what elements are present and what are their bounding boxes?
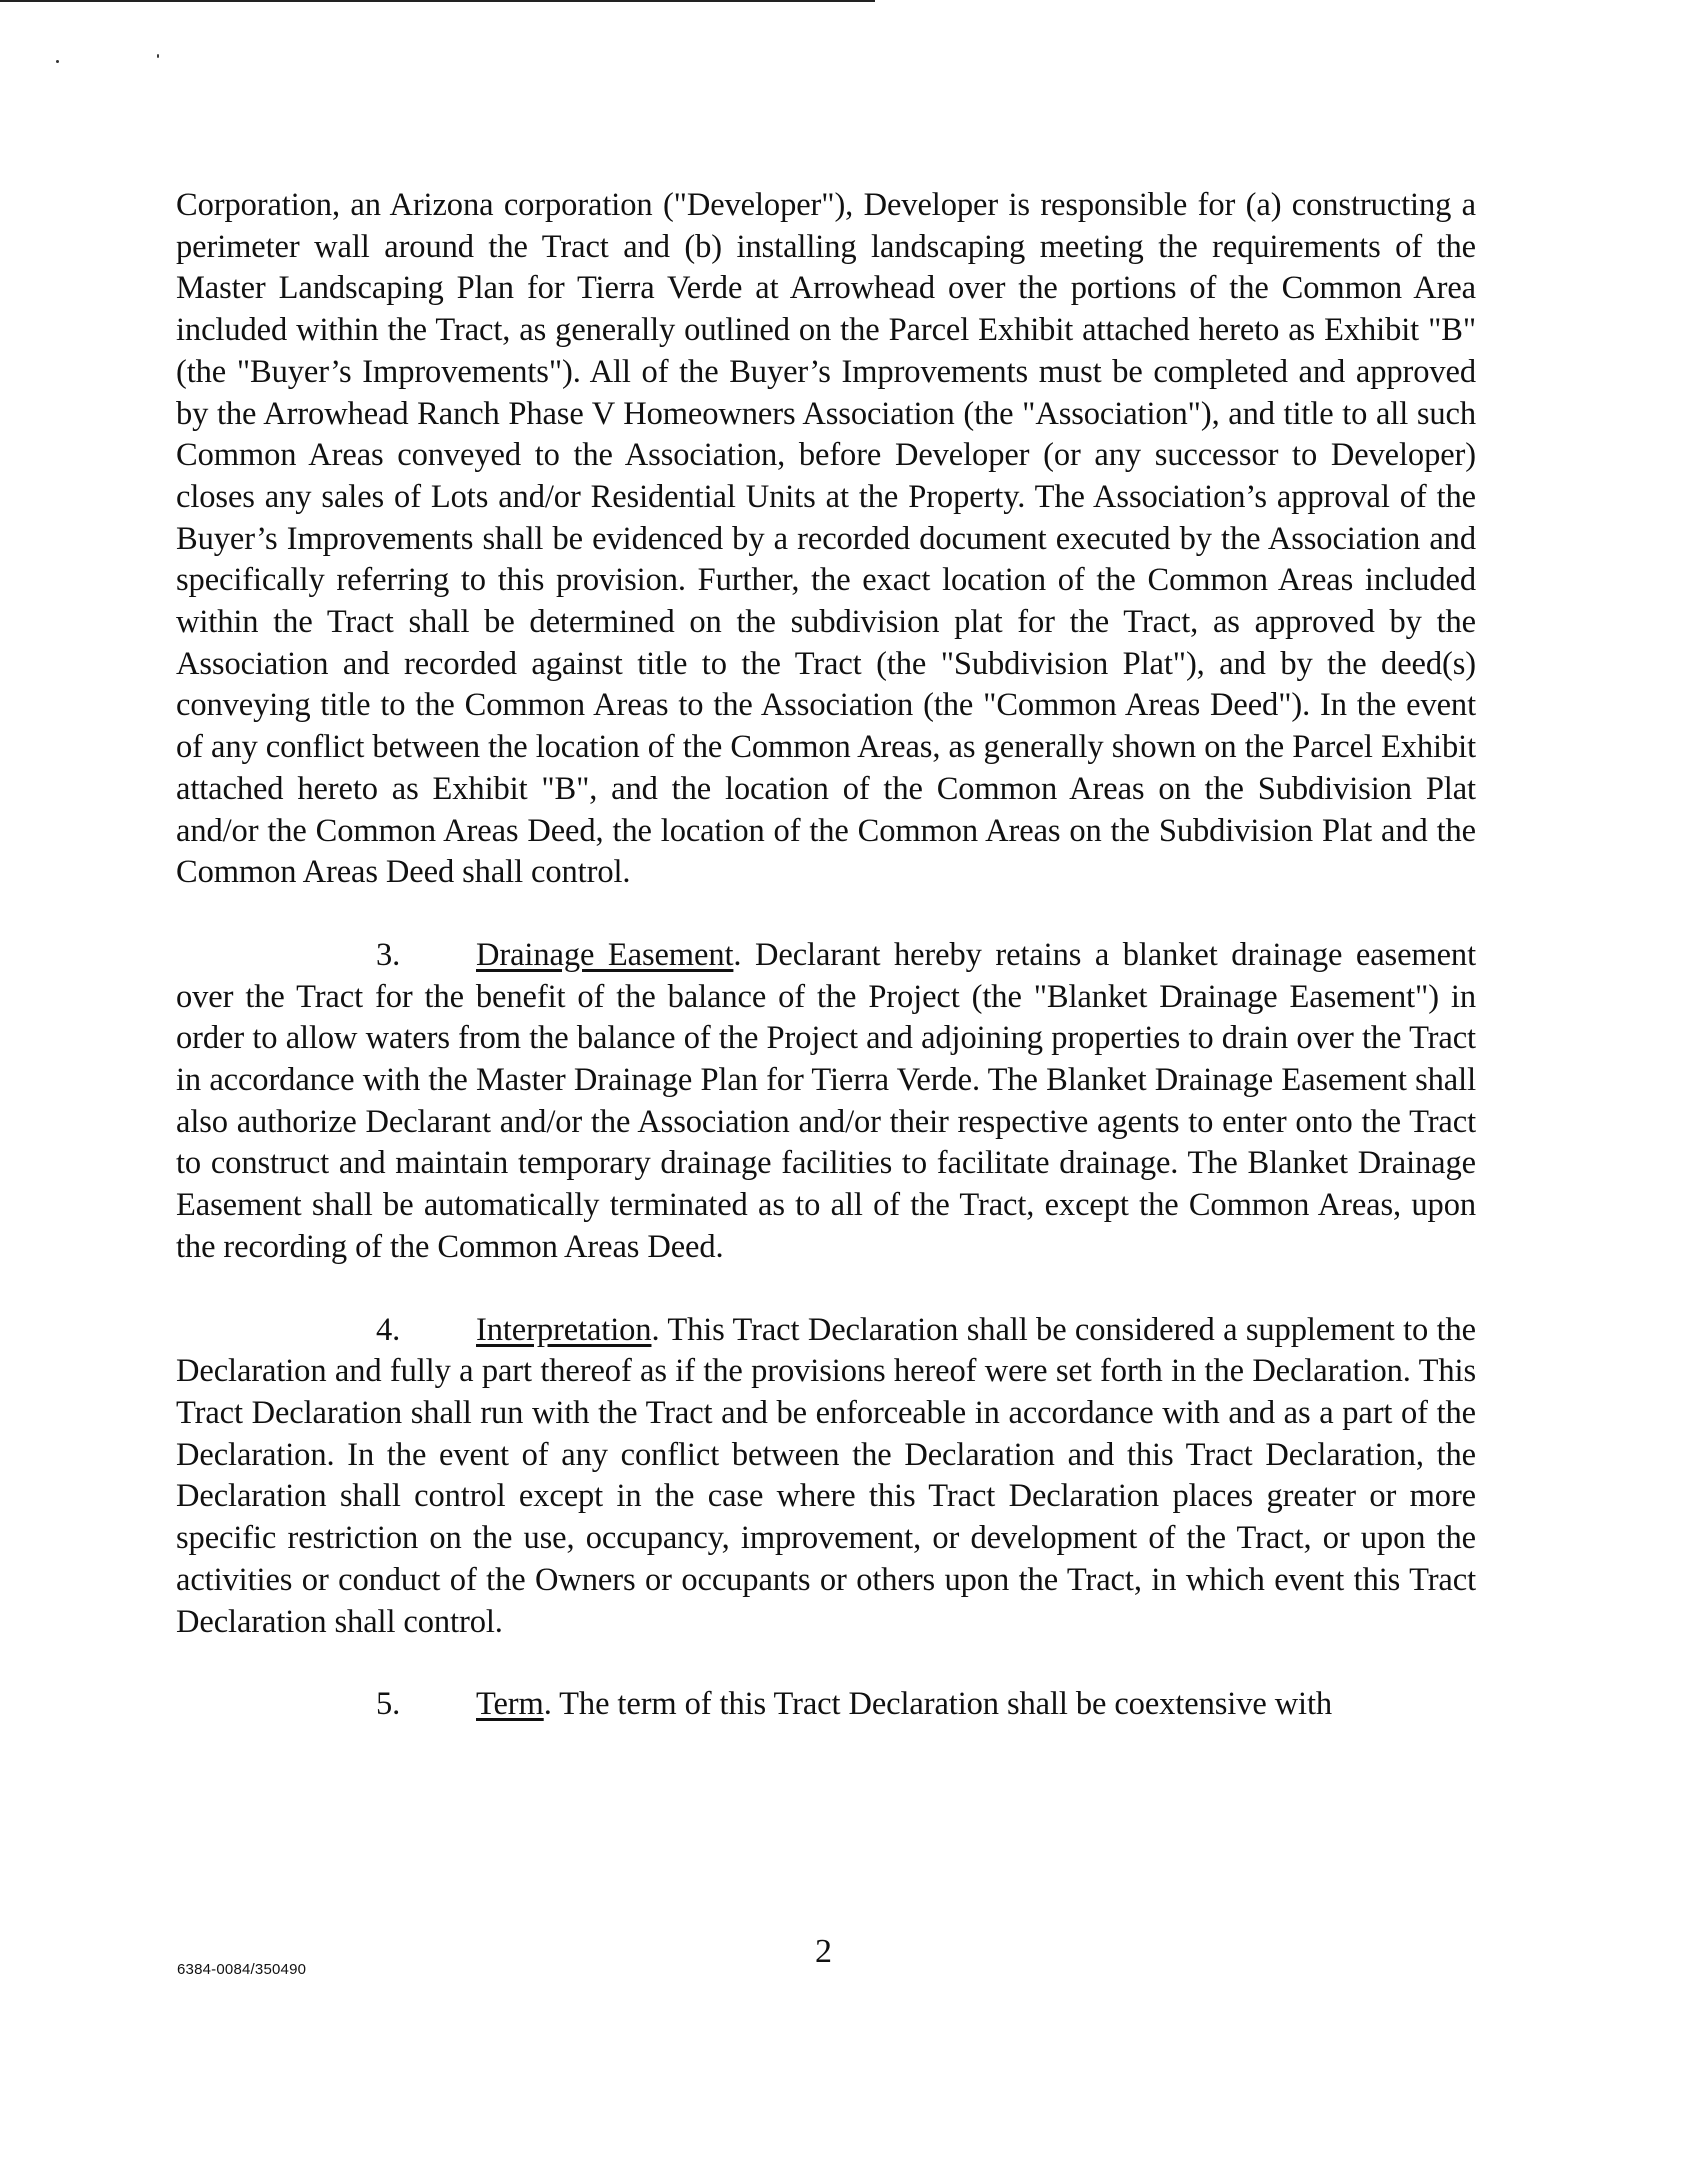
scan-top-rule <box>0 0 875 2</box>
scan-speck <box>56 60 59 63</box>
scan-speck <box>157 54 159 58</box>
section-number: 3. <box>376 936 401 973</box>
section-heading: Term <box>476 1686 544 1723</box>
section-text: . This Tract Declaration shall be considered a supplement to the Declaration and fully a part thereof as if the provisions hereof were set forth in the Declaration. This Tract Declaration shall run with the Tract and be enforceable in accordance with and as a part of the Declaration. In the event of any conflict between the Declaration and this Tract Declaration, the Declaration shall control except in the case where this Tract Declaration places greater or more specific restriction on the use, occupancy, improvement, or development of the Tract, or upon the activities or conduct of the Owners or occupants or others upon the Tract, in which event this Tract Declaration shall control. <box>176 1311 1476 1640</box>
section-heading: Interpretation <box>476 1311 652 1348</box>
section-text: . The term of this Tract Declaration shall be coextensive with <box>543 1686 1333 1723</box>
section-number: 5. <box>376 1686 401 1723</box>
section-3-drainage-easement <box>176 935 1476 1269</box>
page-number: 2 <box>815 1933 832 1970</box>
document-body <box>176 185 1476 1726</box>
document-footer-id: 6384-0084/350490 <box>177 1961 307 1978</box>
intro-paragraph: Corporation, an Arizona corporation ("Developer"), Developer is responsible for (a) constructing a perimeter wall around the Tract and (b) installing landscaping meeting the requirements of the Master Landscaping Plan for Tierra Verde at Arrowhead over the portions of the Common Area included within the Tract, as generally outlined on the Parcel Exhibit attached hereto as Exhibit "B" (the "Buyer’s Improvements"). All of the Buyer’s Improvements must be completed and approved by the Arrowhead Ranch Phase V Homeowners Association (the "Association"), and title to all such Common Areas conveyed to the Association, before Developer (or any successor to Developer) closes any sales of Lots and/or Residential Units at the Property. The Association’s approval of the Buyer’s Improvements shall be evidenced by a recorded document executed by the Association and specifically referring to this provision. Further, the exact location of the Common Areas included within the Tract shall be determined on the subdivision plat for the Tract, as approved by the Association and recorded against title to the Tract (the "Subdivision Plat"), and by the deed(s) conveying title to the Common Areas to the Association (the "Common Areas Deed"). In the event of any conflict between the location of the Common Areas, as generally shown on the Parcel Exhibit attached hereto as Exhibit "B", and the location of the Common Areas on the Subdivision Plat and/or the Common Areas Deed, the location of the Common Areas on the Subdivision Plat and the Common Areas Deed shall control. <box>176 187 1476 891</box>
section-text: . Declarant hereby retains a blanket drainage easement over the Tract for the benefit of the balance of the Project (the "Blanket Drainage Easement") in order to allow waters from the balance of the Project and adjoining properties to drain over the Tract in accordance with the Master Drainage Plan for Tierra Verde. The Blanket Drainage Easement shall also authorize Declarant and/or the Association and/or their respective agents to enter onto the Tract to construct and maintain temporary drainage facilities to facilitate drainage. The Blanket Drainage Easement shall be automatically terminated as to all of the Tract, except the Common Areas, upon the recording of the Common Areas Deed. <box>176 936 1477 1265</box>
section-5-term <box>176 1684 1476 1726</box>
section-number: 4. <box>376 1311 401 1348</box>
section-4-interpretation <box>176 1310 1476 1644</box>
section-heading: Drainage Easement <box>476 936 734 973</box>
